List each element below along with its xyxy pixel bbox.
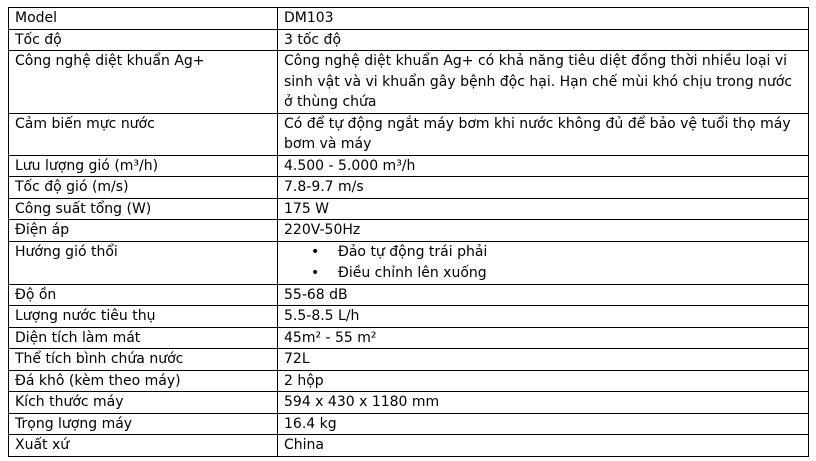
bullet-icon: • [311,264,320,281]
table-row [9,198,809,220]
table-row [9,349,809,371]
spec-value: 4.500 - 5.000 m³/h [278,155,809,177]
spec-value: Có để tự động ngắt máy bơm khi nước không đủ để bảo vệ tuổi thọ máy bơm và máy [278,113,809,155]
table-row [9,413,809,435]
spec-label: Diện tích làm mát [9,327,278,349]
spec-value: 220V-50Hz [278,220,809,242]
spec-label: Độ ồn [9,284,278,306]
spec-value: 175 W [278,198,809,220]
spec-label: Tốc độ gió (m/s) [9,177,278,199]
spec-label: Đá khô (kèm theo máy) [9,370,278,392]
table-row [9,113,809,155]
spec-value: 5.5-8.5 L/h [278,306,809,328]
spec-value: 72L [278,349,809,371]
spec-label: Công nghệ diệt khuẩn Ag+ [9,51,278,114]
spec-value: 7.8-9.7 m/s [278,177,809,199]
table-row [9,327,809,349]
table-row [9,241,809,284]
list-item [311,263,802,284]
spec-label: Kích thước máy [9,392,278,414]
spec-label: Xuất xứ [9,435,278,457]
spec-value: DM103 [278,8,809,30]
spec-value: Công nghệ diệt khuẩn Ag+ có khả năng tiêu diệt đồng thời nhiều loại vi sinh vật và vi khuẩn gây bệnh độc hại. Hạn chế mùi khó chịu trong nước ở thùng chứa [278,51,809,114]
spec-label: Cảm biến mực nước [9,113,278,155]
list-item [311,242,802,263]
table-row [9,51,809,114]
bullet-list [284,242,802,284]
table-row [9,220,809,242]
spec-label: Công suất tổng (W) [9,198,278,220]
list-item-text: Đảo tự động trái phải [338,243,488,260]
spec-label: Hướng gió thổi [9,241,278,284]
table-row [9,155,809,177]
spec-label: Thể tích bình chứa nước [9,349,278,371]
spec-label: Lượng nước tiêu thụ [9,306,278,328]
spec-label: Trọng lượng máy [9,413,278,435]
spec-value: China [278,435,809,457]
spec-value: 45m² - 55 m² [278,327,809,349]
spec-value: 3 tốc độ [278,29,809,51]
bullet-icon: • [311,243,320,260]
table-row [9,435,809,457]
spec-value: 16.4 kg [278,413,809,435]
spec-value: 2 hộp [278,370,809,392]
table-row [9,284,809,306]
spec-label: Model [9,8,278,30]
spec-value: 594 x 430 x 1180 mm [278,392,809,414]
table-row [9,29,809,51]
table-row [9,177,809,199]
spec-table [8,7,809,457]
table-row [9,8,809,30]
table-row [9,370,809,392]
table-row [9,392,809,414]
spec-value-list [278,241,809,284]
spec-label: Lưu lượng gió (m³/h) [9,155,278,177]
spec-value: 55-68 dB [278,284,809,306]
spec-label: Điện áp [9,220,278,242]
table-row [9,306,809,328]
list-item-text: Điều chỉnh lên xuống [338,264,487,281]
spec-label: Tốc độ [9,29,278,51]
